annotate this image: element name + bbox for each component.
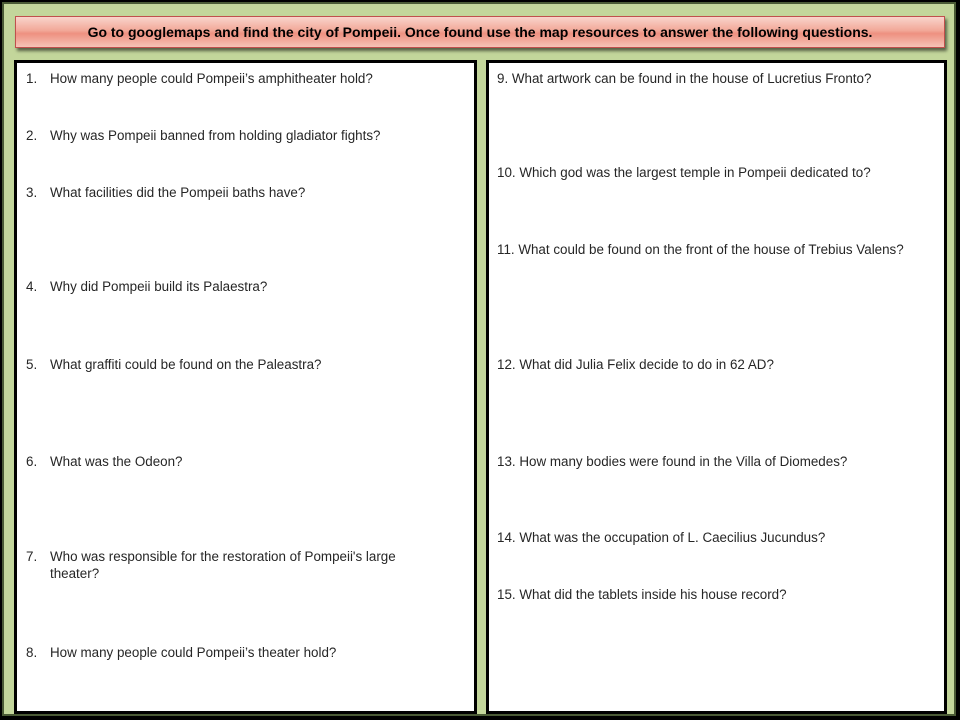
question-text: What facilities did the Pompeii baths have? <box>50 185 306 200</box>
question-number: 7. <box>26 549 38 564</box>
question-text: Who was responsible for the restoration of Pompeii's large theater? <box>50 549 396 581</box>
question-number: 2. <box>26 128 38 143</box>
question-item <box>26 278 446 295</box>
question-text: Why was Pompeii banned from holding gladiator fights? <box>50 128 381 143</box>
question-number: 1. <box>26 71 38 86</box>
question-item <box>26 70 446 87</box>
question-number: 3. <box>26 185 38 200</box>
question-text: 13. How many bodies were found in the Villa of Diomedes? <box>497 454 848 469</box>
question-text: 11. What could be found on the front of the house of Trebius Valens? <box>497 242 904 257</box>
question-item <box>26 184 446 201</box>
question-item <box>26 644 446 661</box>
question-item <box>26 453 446 470</box>
question-text: How many people could Pompeii’s amphitheater hold? <box>50 71 373 86</box>
question-text: 9. What artwork can be found in the house of Lucretius Fronto? <box>497 71 872 86</box>
question-item <box>26 548 446 582</box>
question-item <box>26 356 446 373</box>
question-text: How many people could Pompeii’s theater hold? <box>50 645 337 660</box>
question-text: What was the Odeon? <box>50 454 183 469</box>
question-text: 15. What did the tablets inside his house record? <box>497 587 787 602</box>
question-number: 8. <box>26 645 38 660</box>
question-text: 12. What did Julia Felix decide to do in 62 AD? <box>497 357 774 372</box>
question-item <box>26 127 446 144</box>
instruction-banner: Go to googlemaps and find the city of Pompeii. Once found use the map resources to answer the following questions. <box>15 16 945 48</box>
left-question-panel <box>14 60 477 714</box>
question-number: 5. <box>26 357 38 372</box>
question-text: 10. Which god was the largest temple in Pompeii dedicated to? <box>497 165 871 180</box>
right-question-panel <box>486 60 947 714</box>
question-text: 14. What was the occupation of L. Caecilius Jucundus? <box>497 530 826 545</box>
question-text: Why did Pompeii build its Palaestra? <box>50 279 268 294</box>
question-text: What graffiti could be found on the Paleastra? <box>50 357 322 372</box>
question-number: 6. <box>26 454 38 469</box>
question-number: 4. <box>26 279 38 294</box>
